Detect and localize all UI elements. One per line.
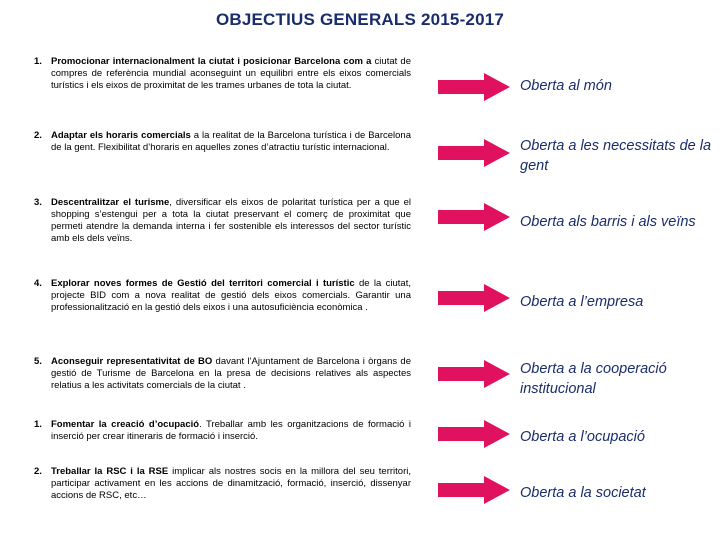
right-arrow-icon bbox=[438, 476, 510, 504]
right-arrow-icon bbox=[438, 73, 510, 101]
objective-text bbox=[51, 466, 411, 502]
objective-body: a la realitat de la Barcelona turística i de Barcelona de la gent. Flexibilitat d’horaris en aquelles zones d’atractiu turístic internacional. bbox=[51, 130, 411, 153]
right-arrow-icon bbox=[438, 284, 510, 312]
right-arrow-icon bbox=[438, 360, 510, 388]
objective-label: Oberta a l’ocupació bbox=[520, 429, 645, 445]
objective-text bbox=[51, 197, 411, 245]
objective-body: implicar als nostres socis en la millora del seu territori, participar activament en les accions de dinamització, formació, inserció, dissenyar accions de RSC, etc… bbox=[51, 466, 411, 501]
objective-number: 5. bbox=[34, 356, 42, 367]
objective-number: 1. bbox=[34, 419, 42, 430]
objective-number: 2. bbox=[34, 466, 42, 477]
objective-bold: Promocionar internacionalment la ciutat i posicionar Barcelona com a bbox=[51, 56, 372, 67]
objective-bold: Adaptar els horaris comercials bbox=[51, 130, 191, 141]
objective-body: , diversificar els eixos de polaritat turística per a que el shopping s’estengui per a tota la ciutat preservant el comerç de proximitat que permeti atendre la demanda interna i fer sostenible els interessos del sector turístic amb els dels veïns. bbox=[51, 197, 412, 244]
objective-text bbox=[51, 419, 411, 443]
objective-body: de la ciutat, projecte BID com a nova realitat de gestió dels eixos comercials. Garantir una professionalització en la gestió dels eixos i una autosuficiència econòmica . bbox=[51, 278, 411, 313]
objective-text bbox=[51, 356, 411, 392]
right-arrow-icon bbox=[438, 420, 510, 448]
objective-bold: Aconseguir representativitat de BO bbox=[51, 356, 213, 367]
objective-label: Oberta a la societat bbox=[520, 485, 646, 501]
objective-number: 4. bbox=[34, 278, 42, 289]
objective-bold: Explorar noves formes de Gestió del territori comercial i turístic bbox=[51, 278, 355, 289]
objective-bold: Descentralitzar el turisme bbox=[51, 197, 170, 208]
objective-text bbox=[51, 130, 411, 154]
objective-bold: Treballar la RSC i la RSE bbox=[51, 466, 169, 477]
objective-body: . Treballar amb les organitzacions de formació i inserció per crear itineraris de formació i inserció. bbox=[51, 419, 411, 442]
objective-bold: Fomentar la creació d’ocupació bbox=[51, 419, 200, 430]
objective-text bbox=[51, 278, 411, 314]
objective-label: Oberta a l’empresa bbox=[520, 294, 644, 310]
objective-body: davant l’Ajuntament de Barcelona i òrgans de gestió de Turisme de Barcelona en la presa de decisions relatives als aspectes relatius a les activitats comercials de la ciutat . bbox=[51, 356, 411, 391]
objective-number: 1. bbox=[34, 56, 42, 67]
objective-number: 2. bbox=[34, 130, 42, 141]
objective-label: Oberta als barris i als veïns bbox=[520, 214, 696, 230]
objective-label: Oberta a les necessitats de la gent bbox=[520, 138, 712, 174]
right-arrow-icon bbox=[438, 139, 510, 167]
objective-body: ciutat de compres de referència mundial aconseguint un equilibri entre els eixos comercials turístics i els eixos de proximitat de les trames urbanes de tota la ciutat. bbox=[51, 56, 411, 91]
objective-number: 3. bbox=[34, 197, 42, 208]
page-title: OBJECTIUS GENERALS 2015-2017 bbox=[215, 10, 505, 29]
objective-label: Oberta al món bbox=[520, 78, 612, 94]
objective-text bbox=[51, 56, 411, 92]
objective-label: Oberta a la cooperació institucional bbox=[520, 361, 667, 397]
right-arrow-icon bbox=[438, 203, 510, 231]
